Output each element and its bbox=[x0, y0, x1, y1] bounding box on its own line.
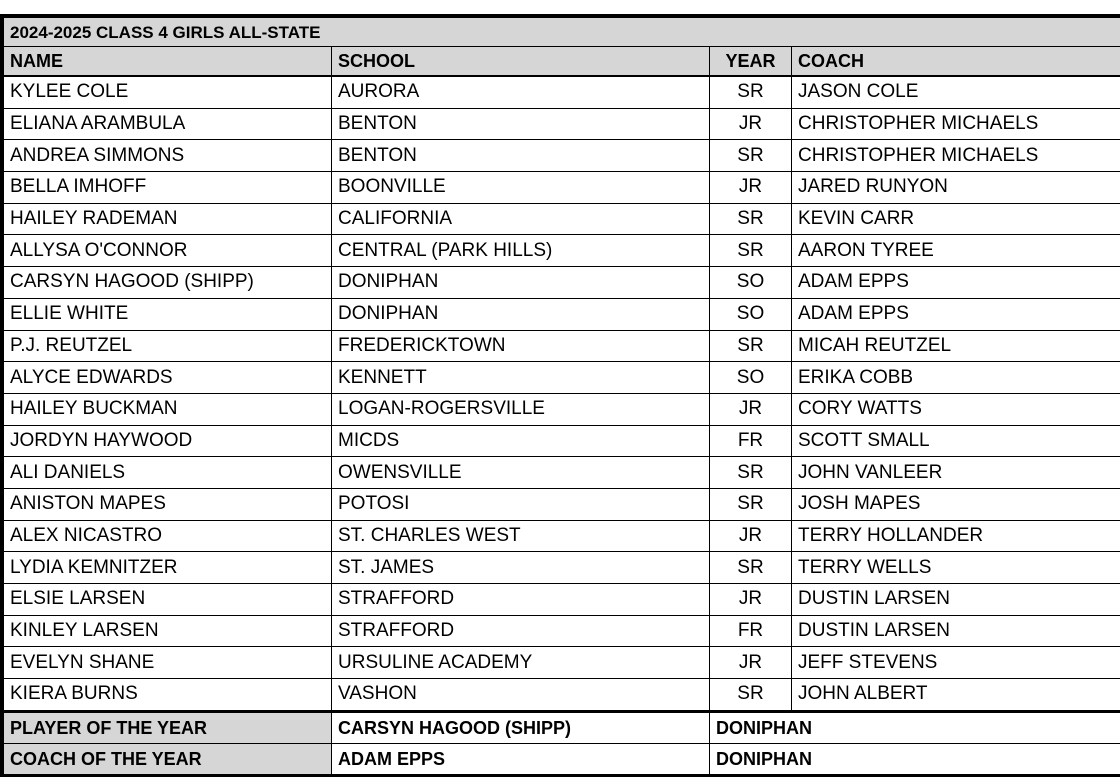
school-cell: STRAFFORD bbox=[332, 584, 710, 616]
coach-cell: MICAH REUTZEL bbox=[792, 330, 1120, 362]
school-cell: STRAFFORD bbox=[332, 615, 710, 647]
year-cell: SO bbox=[710, 362, 792, 394]
header-row bbox=[4, 47, 1120, 77]
school-cell: POTOSI bbox=[332, 488, 710, 520]
player-name-cell: EVELYN SHANE bbox=[4, 647, 332, 679]
award-recipient-cell: CARSYN HAGOOD (SHIPP) bbox=[332, 711, 710, 743]
school-cell: DONIPHAN bbox=[332, 267, 710, 299]
coach-cell: DUSTIN LARSEN bbox=[792, 615, 1120, 647]
year-cell: FR bbox=[710, 425, 792, 457]
coach-cell: ADAM EPPS bbox=[792, 298, 1120, 330]
column-header-name: NAME bbox=[4, 47, 332, 77]
player-name-cell: ALEX NICASTRO bbox=[4, 520, 332, 552]
column-header-coach: COACH bbox=[792, 47, 1120, 77]
column-header-school: SCHOOL bbox=[332, 47, 710, 77]
school-cell: URSULINE ACADEMY bbox=[332, 647, 710, 679]
player-name-cell: KIERA BURNS bbox=[4, 679, 332, 712]
table-row bbox=[4, 203, 1120, 235]
coach-cell: JOSH MAPES bbox=[792, 488, 1120, 520]
table-row bbox=[4, 615, 1120, 647]
player-name-cell: ELSIE LARSEN bbox=[4, 584, 332, 616]
year-cell: SR bbox=[710, 488, 792, 520]
coach-cell: CHRISTOPHER MICHAELS bbox=[792, 108, 1120, 140]
year-cell: SO bbox=[710, 267, 792, 299]
title-row bbox=[4, 18, 1120, 47]
table-row bbox=[4, 679, 1120, 712]
table-row bbox=[4, 362, 1120, 394]
year-cell: SR bbox=[710, 235, 792, 267]
coach-cell: TERRY HOLLANDER bbox=[792, 520, 1120, 552]
table-row bbox=[4, 172, 1120, 204]
award-school-cell: DONIPHAN bbox=[710, 711, 1120, 743]
table-row bbox=[4, 267, 1120, 299]
year-cell: SR bbox=[710, 140, 792, 172]
table-row bbox=[4, 488, 1120, 520]
coach-cell: SCOTT SMALL bbox=[792, 425, 1120, 457]
school-cell: VASHON bbox=[332, 679, 710, 712]
coach-cell: KEVIN CARR bbox=[792, 203, 1120, 235]
player-name-cell: KYLEE COLE bbox=[4, 76, 332, 108]
coach-cell: TERRY WELLS bbox=[792, 552, 1120, 584]
table-row bbox=[4, 330, 1120, 362]
year-cell: SR bbox=[710, 457, 792, 489]
award-label-cell: PLAYER OF THE YEAR bbox=[4, 711, 332, 743]
table-row bbox=[4, 140, 1120, 172]
school-cell: OWENSVILLE bbox=[332, 457, 710, 489]
year-cell: JR bbox=[710, 172, 792, 204]
table-row bbox=[4, 552, 1120, 584]
player-name-cell: ELIANA ARAMBULA bbox=[4, 108, 332, 140]
award-row bbox=[4, 711, 1120, 743]
school-cell: BENTON bbox=[332, 108, 710, 140]
player-name-cell: CARSYN HAGOOD (SHIPP) bbox=[4, 267, 332, 299]
year-cell: JR bbox=[710, 393, 792, 425]
year-cell: SR bbox=[710, 76, 792, 108]
year-cell: SR bbox=[710, 203, 792, 235]
coach-cell: ERIKA COBB bbox=[792, 362, 1120, 394]
table-row bbox=[4, 108, 1120, 140]
school-cell: CALIFORNIA bbox=[332, 203, 710, 235]
table-title: 2024-2025 CLASS 4 GIRLS ALL-STATE bbox=[4, 18, 1120, 47]
player-name-cell: LYDIA KEMNITZER bbox=[4, 552, 332, 584]
coach-cell: CHRISTOPHER MICHAELS bbox=[792, 140, 1120, 172]
coach-cell: DUSTIN LARSEN bbox=[792, 584, 1120, 616]
player-name-cell: ANDREA SIMMONS bbox=[4, 140, 332, 172]
table-row bbox=[4, 584, 1120, 616]
year-cell: SO bbox=[710, 298, 792, 330]
player-name-cell: ALLYSA O'CONNOR bbox=[4, 235, 332, 267]
all-state-sheet bbox=[0, 14, 1120, 777]
table-row bbox=[4, 647, 1120, 679]
player-name-cell: JORDYN HAYWOOD bbox=[4, 425, 332, 457]
coach-cell: JASON COLE bbox=[792, 76, 1120, 108]
school-cell: DONIPHAN bbox=[332, 298, 710, 330]
year-cell: JR bbox=[710, 584, 792, 616]
player-name-cell: HAILEY BUCKMAN bbox=[4, 393, 332, 425]
school-cell: ST. CHARLES WEST bbox=[332, 520, 710, 552]
player-name-cell: BELLA IMHOFF bbox=[4, 172, 332, 204]
all-state-table bbox=[3, 17, 1120, 777]
year-cell: JR bbox=[710, 520, 792, 552]
award-label-cell: COACH OF THE YEAR bbox=[4, 743, 332, 775]
award-school-cell: DONIPHAN bbox=[710, 743, 1120, 775]
year-cell: SR bbox=[710, 552, 792, 584]
school-cell: CENTRAL (PARK HILLS) bbox=[332, 235, 710, 267]
player-name-cell: HAILEY RADEMAN bbox=[4, 203, 332, 235]
school-cell: ST. JAMES bbox=[332, 552, 710, 584]
table-row bbox=[4, 457, 1120, 489]
coach-cell: JOHN ALBERT bbox=[792, 679, 1120, 712]
player-name-cell: ELLIE WHITE bbox=[4, 298, 332, 330]
school-cell: MICDS bbox=[332, 425, 710, 457]
coach-cell: CORY WATTS bbox=[792, 393, 1120, 425]
award-recipient-cell: ADAM EPPS bbox=[332, 743, 710, 775]
player-name-cell: ANISTON MAPES bbox=[4, 488, 332, 520]
coach-cell: ADAM EPPS bbox=[792, 267, 1120, 299]
year-cell: FR bbox=[710, 615, 792, 647]
school-cell: KENNETT bbox=[332, 362, 710, 394]
school-cell: FREDERICKTOWN bbox=[332, 330, 710, 362]
player-name-cell: ALYCE EDWARDS bbox=[4, 362, 332, 394]
school-cell: BENTON bbox=[332, 140, 710, 172]
player-name-cell: P.J. REUTZEL bbox=[4, 330, 332, 362]
table-row bbox=[4, 298, 1120, 330]
table-row bbox=[4, 235, 1120, 267]
table-row bbox=[4, 393, 1120, 425]
award-row bbox=[4, 743, 1120, 775]
coach-cell: JARED RUNYON bbox=[792, 172, 1120, 204]
year-cell: SR bbox=[710, 330, 792, 362]
year-cell: JR bbox=[710, 647, 792, 679]
school-cell: AURORA bbox=[332, 76, 710, 108]
column-header-year: YEAR bbox=[710, 47, 792, 77]
school-cell: BOONVILLE bbox=[332, 172, 710, 204]
coach-cell: JEFF STEVENS bbox=[792, 647, 1120, 679]
school-cell: LOGAN-ROGERSVILLE bbox=[332, 393, 710, 425]
player-name-cell: ALI DANIELS bbox=[4, 457, 332, 489]
table-row bbox=[4, 425, 1120, 457]
coach-cell: JOHN VANLEER bbox=[792, 457, 1120, 489]
year-cell: SR bbox=[710, 679, 792, 712]
year-cell: JR bbox=[710, 108, 792, 140]
table-row bbox=[4, 76, 1120, 108]
coach-cell: AARON TYREE bbox=[792, 235, 1120, 267]
player-name-cell: KINLEY LARSEN bbox=[4, 615, 332, 647]
table-row bbox=[4, 520, 1120, 552]
